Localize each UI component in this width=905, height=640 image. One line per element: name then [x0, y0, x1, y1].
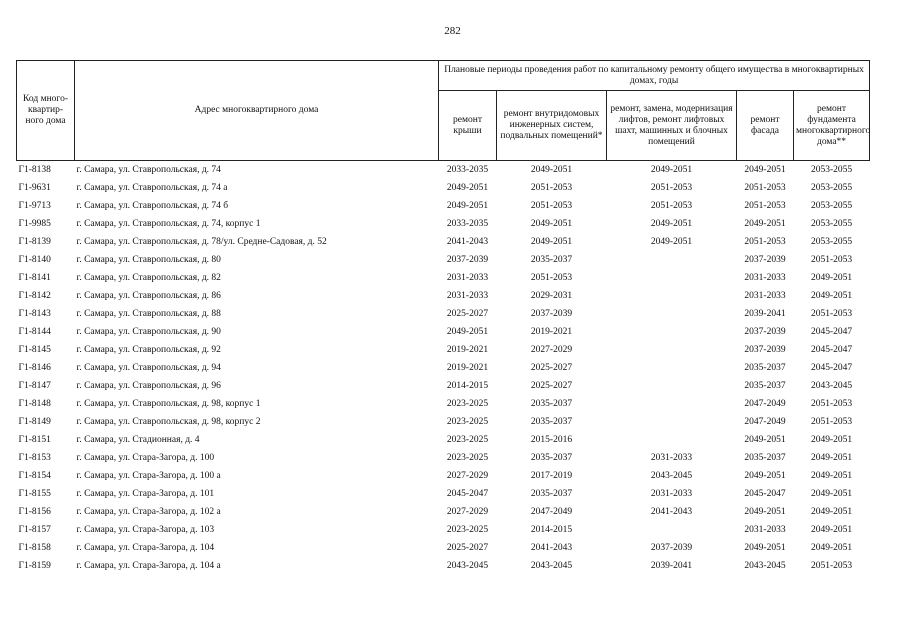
- table-row: [17, 503, 870, 521]
- table-row: [17, 413, 870, 431]
- cell-code: Г1-8145: [18, 345, 51, 355]
- cell-code: Г1-8157: [18, 525, 51, 535]
- cell-facade: 2043-2045: [744, 561, 786, 571]
- cell-roof: 2023-2025: [446, 417, 489, 427]
- cell-foundation: 2053-2055: [794, 161, 870, 180]
- table-header: [17, 61, 870, 161]
- cell-systems: 2049-2051: [530, 219, 573, 229]
- cell-lifts: [607, 377, 737, 395]
- cell-code: Г1-8138: [17, 161, 75, 180]
- table-row: [17, 449, 870, 467]
- cell-lifts: [607, 359, 737, 377]
- cell-systems: 2035-2037: [530, 453, 573, 463]
- cell-lifts: 2037-2039: [650, 543, 693, 553]
- cell-foundation: 2053-2055: [810, 219, 853, 229]
- table-row: [17, 197, 870, 215]
- cell-roof: 2043-2045: [446, 561, 489, 571]
- cell-address: г. Самара, ул. Стара-Загора, д. 104: [76, 543, 215, 553]
- cell-address: г. Самара, ул. Стара-Загора, д. 102 а: [76, 507, 221, 517]
- cell-systems: 2017-2019: [530, 471, 573, 481]
- cell-systems: 2035-2037: [530, 489, 573, 499]
- capital-repair-table: [16, 60, 870, 575]
- cell-foundation: 2049-2051: [810, 291, 853, 301]
- cell-roof: 2045-2047: [446, 489, 489, 499]
- cell-roof: 2049-2051: [446, 183, 489, 193]
- cell-foundation: 2049-2051: [810, 471, 853, 481]
- cell-lifts: [607, 305, 737, 323]
- cell-facade: 2049-2051: [744, 219, 786, 229]
- header-roof: ремонт крыши: [439, 91, 497, 161]
- cell-lifts: [607, 251, 737, 269]
- header-code: Код много-квартир-ного дома: [17, 61, 75, 161]
- table-row: [17, 539, 870, 557]
- cell-address: г. Самара, ул. Ставропольская, д. 78/ул. Средне-Садовая, д. 52: [76, 237, 327, 247]
- cell-roof: 2023-2025: [446, 525, 489, 535]
- cell-lifts: 2051-2053: [650, 201, 693, 211]
- cell-roof: 2025-2027: [446, 309, 489, 319]
- cell-facade: 2049-2051: [744, 471, 786, 481]
- cell-lifts: 2031-2033: [650, 453, 693, 463]
- table-row: [17, 161, 870, 180]
- cell-foundation: 2045-2047: [810, 345, 853, 355]
- cell-address: г. Самара, ул. Стара-Загора, д. 103: [76, 525, 215, 535]
- cell-roof: 2023-2025: [446, 435, 489, 445]
- cell-systems: 2049-2051: [497, 161, 607, 180]
- cell-foundation: 2045-2047: [810, 363, 853, 373]
- cell-lifts: [607, 287, 737, 305]
- table-row: [17, 305, 870, 323]
- cell-code: Г1-9631: [18, 183, 51, 193]
- cell-facade: 2051-2053: [744, 201, 786, 211]
- cell-lifts: [607, 521, 737, 539]
- cell-facade: 2035-2037: [744, 363, 786, 373]
- cell-roof: 2025-2027: [446, 543, 489, 553]
- cell-facade: 2031-2033: [744, 525, 786, 535]
- cell-code: Г1-8142: [18, 291, 51, 301]
- cell-foundation: 2043-2045: [810, 381, 853, 391]
- cell-lifts: 2039-2041: [650, 561, 693, 571]
- cell-address: г. Самара, ул. Ставропольская, д. 88: [76, 309, 221, 319]
- cell-roof: 2049-2051: [446, 327, 489, 337]
- cell-lifts: 2043-2045: [650, 471, 693, 481]
- cell-facade: 2045-2047: [744, 489, 786, 499]
- cell-code: Г1-8139: [18, 237, 51, 247]
- cell-address: г. Самара, ул. Стара-Загора, д. 100: [76, 453, 215, 463]
- cell-lifts: 2049-2051: [650, 219, 693, 229]
- cell-lifts: 2051-2053: [650, 183, 693, 193]
- cell-systems: 2027-2029: [530, 345, 573, 355]
- cell-facade: 2039-2041: [744, 309, 786, 319]
- cell-code: Г1-8149: [18, 417, 51, 427]
- cell-address: г. Самара, ул. Стара-Загора, д. 100 а: [76, 471, 221, 481]
- cell-lifts: 2041-2043: [650, 507, 693, 517]
- cell-facade: 2037-2039: [744, 255, 786, 265]
- cell-facade: 2047-2049: [744, 417, 786, 427]
- cell-facade: 2031-2033: [744, 273, 786, 283]
- table-row: [17, 323, 870, 341]
- cell-roof: 2027-2029: [446, 471, 489, 481]
- cell-facade: 2035-2037: [744, 381, 786, 391]
- table-row: [17, 431, 870, 449]
- cell-code: Г1-8155: [18, 489, 51, 499]
- cell-address: г. Самара, ул. Ставропольская, д. 74: [75, 161, 439, 180]
- cell-systems: 2025-2027: [530, 381, 573, 391]
- cell-address: г. Самара, ул. Ставропольская, д. 82: [76, 273, 221, 283]
- cell-code: Г1-8146: [18, 363, 51, 373]
- table-row: [17, 287, 870, 305]
- table-row: [17, 485, 870, 503]
- cell-foundation: 2053-2055: [810, 201, 853, 211]
- cell-systems: 2051-2053: [530, 201, 573, 211]
- cell-code: Г1-8143: [18, 309, 51, 319]
- cell-lifts: 2049-2051: [607, 161, 737, 180]
- cell-address: г. Самара, ул. Ставропольская, д. 96: [76, 381, 221, 391]
- cell-lifts: [607, 431, 737, 449]
- cell-code: Г1-8144: [18, 327, 51, 337]
- cell-foundation: 2049-2051: [810, 273, 853, 283]
- cell-roof: 2033-2035: [446, 219, 489, 229]
- cell-foundation: 2049-2051: [810, 525, 853, 535]
- cell-systems: 2051-2053: [530, 273, 573, 283]
- table-row: [17, 377, 870, 395]
- cell-lifts: [607, 323, 737, 341]
- cell-facade: 2051-2053: [744, 237, 786, 247]
- header-systems: ремонт внутридомовых инженерных систем, подвальных помещений*: [497, 91, 607, 161]
- cell-address: г. Самара, ул. Ставропольская, д. 86: [76, 291, 221, 301]
- cell-lifts: [607, 395, 737, 413]
- header-foundation: ремонт фундамента многоквартирного дома**: [794, 91, 870, 161]
- table-row: [17, 233, 870, 251]
- cell-facade: 2051-2053: [744, 183, 786, 193]
- cell-code: Г1-9985: [18, 219, 51, 229]
- cell-systems: 2035-2037: [530, 255, 573, 265]
- cell-address: г. Самара, ул. Ставропольская, д. 90: [76, 327, 221, 337]
- header-address: Адрес многоквартирного дома: [75, 61, 439, 161]
- cell-systems: 2015-2016: [530, 435, 573, 445]
- cell-roof: 2041-2043: [446, 237, 489, 247]
- cell-code: Г1-8141: [18, 273, 51, 283]
- cell-lifts: [607, 269, 737, 287]
- table-row: [17, 215, 870, 233]
- cell-roof: 2031-2033: [446, 273, 489, 283]
- header-facade: ремонт фасада: [737, 91, 794, 161]
- cell-systems: 2019-2021: [530, 327, 573, 337]
- cell-facade: 2049-2051: [744, 507, 786, 517]
- cell-address: г. Самара, ул. Ставропольская, д. 92: [76, 345, 221, 355]
- cell-systems: 2037-2039: [530, 309, 573, 319]
- cell-facade: 2035-2037: [744, 453, 786, 463]
- table-row: [17, 341, 870, 359]
- cell-code: Г1-8156: [18, 507, 51, 517]
- cell-lifts: [607, 413, 737, 431]
- cell-foundation: 2049-2051: [810, 435, 853, 445]
- cell-address: г. Самара, ул. Ставропольская, д. 98, корпус 1: [76, 399, 261, 409]
- cell-foundation: 2049-2051: [810, 507, 853, 517]
- page-number: 282: [444, 25, 461, 37]
- cell-lifts: [607, 341, 737, 359]
- cell-roof: 2019-2021: [446, 363, 489, 373]
- cell-roof: 2037-2039: [446, 255, 489, 265]
- cell-foundation: 2051-2053: [810, 399, 853, 409]
- cell-code: Г1-8148: [18, 399, 51, 409]
- cell-systems: 2047-2049: [530, 507, 573, 517]
- cell-address: г. Самара, ул. Ставропольская, д. 98, корпус 2: [76, 417, 261, 427]
- cell-roof: 2014-2015: [446, 381, 489, 391]
- cell-roof: 2023-2025: [446, 453, 489, 463]
- header-lifts: ремонт, замена, модернизация лифтов, ремонт лифтовых шахт, машинных и блочных помещений: [607, 91, 737, 161]
- cell-facade: 2037-2039: [744, 345, 786, 355]
- cell-foundation: 2051-2053: [810, 309, 853, 319]
- cell-code: Г1-8159: [18, 561, 51, 571]
- table-row: [17, 359, 870, 377]
- table-row: [17, 251, 870, 269]
- cell-systems: 2049-2051: [530, 237, 573, 247]
- cell-systems: 2014-2015: [530, 525, 573, 535]
- cell-systems: 2043-2045: [530, 561, 573, 571]
- cell-roof: 2033-2035: [439, 161, 497, 180]
- cell-systems: 2035-2037: [530, 417, 573, 427]
- cell-code: Г1-8154: [18, 471, 51, 481]
- cell-lifts: 2031-2033: [650, 489, 693, 499]
- cell-code: Г1-8153: [18, 453, 51, 463]
- cell-systems: 2035-2037: [530, 399, 573, 409]
- cell-facade: 2049-2051: [744, 435, 786, 445]
- cell-foundation: 2053-2055: [810, 237, 853, 247]
- cell-foundation: 2053-2055: [810, 183, 853, 193]
- cell-address: г. Самара, ул. Ставропольская, д. 74 а: [76, 183, 228, 193]
- cell-roof: 2023-2025: [446, 399, 489, 409]
- cell-address: г. Самара, ул. Стадионная, д. 4: [76, 435, 200, 445]
- cell-code: Г1-8147: [18, 381, 51, 391]
- table-row: [17, 179, 870, 197]
- cell-foundation: 2051-2053: [810, 417, 853, 427]
- cell-address: г. Самара, ул. Ставропольская, д. 94: [76, 363, 221, 373]
- cell-roof: 2049-2051: [446, 201, 489, 211]
- table-row: [17, 521, 870, 539]
- cell-facade: 2031-2033: [744, 291, 786, 301]
- cell-code: Г1-8158: [18, 543, 51, 553]
- table-row: [17, 557, 870, 575]
- cell-facade: 2049-2051: [744, 543, 786, 553]
- cell-systems: 2025-2027: [530, 363, 573, 373]
- cell-address: г. Самара, ул. Стара-Загора, д. 101: [76, 489, 215, 499]
- cell-code: Г1-9713: [18, 201, 51, 211]
- cell-code: Г1-8151: [18, 435, 51, 445]
- cell-foundation: 2049-2051: [810, 453, 853, 463]
- cell-foundation: 2051-2053: [810, 255, 853, 265]
- cell-systems: 2041-2043: [530, 543, 573, 553]
- table-row: [17, 395, 870, 413]
- table-row: [17, 269, 870, 287]
- cell-address: г. Самара, ул. Ставропольская, д. 74 б: [76, 201, 229, 211]
- cell-facade: 2047-2049: [744, 399, 786, 409]
- cell-roof: 2031-2033: [446, 291, 489, 301]
- cell-facade: 2049-2051: [737, 161, 794, 180]
- cell-address: г. Самара, ул. Ставропольская, д. 74, корпус 1: [76, 219, 261, 229]
- cell-roof: 2027-2029: [446, 507, 489, 517]
- cell-foundation: 2051-2053: [810, 561, 853, 571]
- cell-systems: 2051-2053: [530, 183, 573, 193]
- cell-code: Г1-8140: [18, 255, 51, 265]
- cell-address: г. Самара, ул. Стара-Загора, д. 104 а: [76, 561, 221, 571]
- cell-roof: 2019-2021: [446, 345, 489, 355]
- cell-foundation: 2049-2051: [810, 543, 853, 553]
- cell-facade: 2037-2039: [744, 327, 786, 337]
- table-row: [17, 467, 870, 485]
- table-body: [17, 161, 870, 576]
- cell-lifts: 2049-2051: [650, 237, 693, 247]
- cell-foundation: 2049-2051: [810, 489, 853, 499]
- header-periods: Плановые периоды проведения работ по капитальному ремонту общего имущества в многоквартирных домах, годы: [439, 61, 870, 91]
- cell-foundation: 2045-2047: [810, 327, 853, 337]
- cell-address: г. Самара, ул. Ставропольская, д. 80: [76, 255, 221, 265]
- cell-systems: 2029-2031: [530, 291, 573, 301]
